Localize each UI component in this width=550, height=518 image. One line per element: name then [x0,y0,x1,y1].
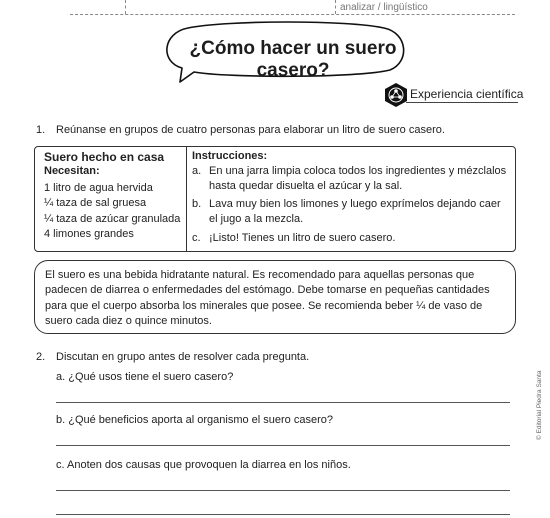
instruction-text: Lava muy bien los limones y luego exprímelos dejando caer el jugo a la mezcla. [209,198,501,225]
instruction-item [192,231,510,246]
ingredient-item: 1 litro de agua hervida [44,182,153,194]
instruction-text: ¡Listo! Tienes un litro de suero casero. [209,232,396,244]
top-divider [335,0,336,14]
ingredient-item: ¼ taza de sal gruesa [44,197,147,210]
instruction-text: En una jarra limpia coloca todos los ingredientes y mézclalos hasta quedar disuelta el azúcar y la sal. [209,165,507,192]
instruction-item [192,197,510,226]
ingredient-list [44,181,180,242]
answer-line[interactable] [56,490,510,491]
instruction-letter: a. [192,165,202,177]
badge-underline [406,102,518,103]
recipe-divider [186,146,187,252]
molecule-icon [383,82,409,108]
instruction-letter: c. [192,232,201,244]
top-dashed-rule [70,0,515,15]
recipe-title: Suero hecho en casa [44,150,165,164]
instruction-letter: b. [192,198,202,210]
instructions-title: Instrucciones: [192,150,268,162]
needs-label: Necesitan: [44,165,100,177]
question-text: Discutan en grupo antes de resolver cada pregunta. [56,351,310,363]
info-box: El suero es una bebida hidratante natural. Es recomendado para aquellas personas que padecen de diarrea o enfermedades del estómago. Debe tomarse en pequeñas cantidades para que el cuerpo absorba los minerales que posee. Se recomienda beber ¼ de vaso de suero cada diez o quince minutos. [34,260,516,334]
answer-line[interactable] [56,514,510,515]
top-divider [125,0,126,14]
question-number: 2. [36,351,46,363]
answer-line[interactable] [56,445,510,446]
badge-label: Experiencia científica [410,87,524,101]
sub-question: c. Anoten dos causas que provoquen la diarrea en los niños. [56,459,351,471]
ingredient-item: ¼ taza de azúcar granulada [44,212,181,225]
instruction-item [192,164,510,193]
answer-line[interactable] [56,402,510,403]
ingredient-item: 4 limones grandes [44,227,134,240]
page-title: ¿Cómo hacer un suero casero? [189,38,397,81]
question-text: Reúnanse en grupos de cuatro personas para elaborar un litro de suero casero. [56,124,445,136]
question-number: 1. [36,124,46,136]
sub-question: a. ¿Qué usos tiene el suero casero? [56,371,234,383]
publisher-note: © Editorial Piedra Santa [536,370,543,440]
sub-question: b. ¿Qué beneficios aporta al organismo el suero casero? [56,414,333,426]
category-label: analizar / lingüístico [340,2,428,13]
